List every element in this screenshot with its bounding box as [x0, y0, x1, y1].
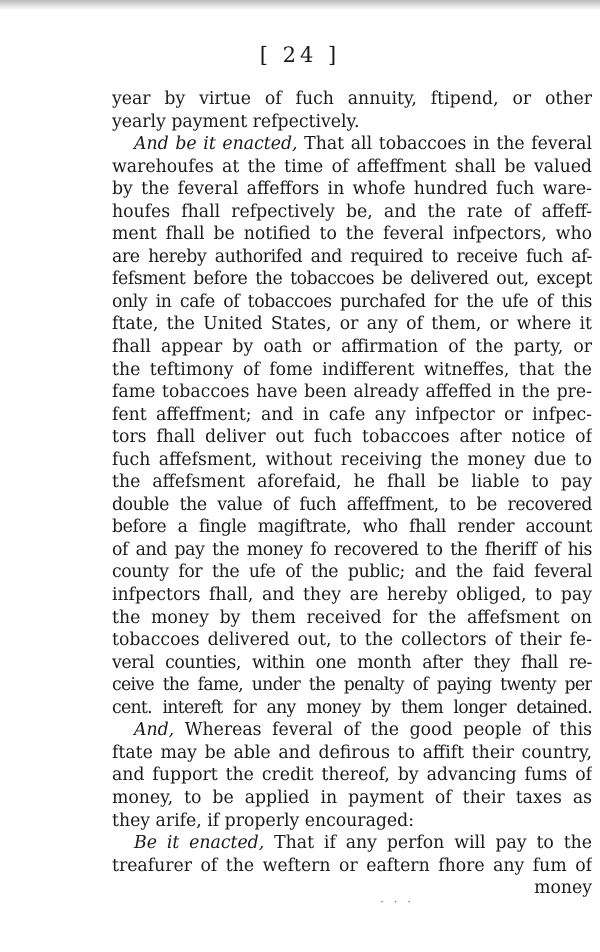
text-line: And, Whereas feveral of the good people of this	[134, 720, 592, 741]
text-line: year by virtue of fuch annuity, ftipend, or other	[112, 89, 592, 109]
text-line: veral counties, within one month after they fhall re-	[112, 652, 592, 673]
text-line: And be it enacted, That all tobaccoes in the feveral	[134, 134, 592, 155]
text-line: ftate may be able and defirous to affift their country,	[112, 742, 592, 763]
text-line: the affefsment aforefaid, he fhall be liable to pay	[112, 472, 592, 493]
text-line: tors fhall deliver out fuch tobaccoes after notice of	[112, 427, 592, 448]
text-line: fame tobaccoes have been already affeffed in the pre-	[112, 382, 592, 403]
page-number: [ 24 ]	[259, 43, 341, 67]
text-line: county for the ufe of the public; and the faid feveral	[112, 562, 592, 583]
text-line: and fupport the credit thereof, by advancing fums of	[112, 765, 592, 786]
text-line: before a fingle magiftrate, who fhall render account	[112, 517, 592, 538]
text-line: houfes fhall refpectively be, and the rate of affeff-	[112, 201, 592, 222]
text-line: Be it enacted, That if any perfon will pay to the	[134, 833, 592, 854]
text-line: are hereby authorifed and required to receive fuch af-	[112, 246, 592, 267]
text-line: the teftimony of fome indifferent witneffes, that the	[112, 359, 592, 380]
text-line: of and pay the money fo recovered to the fheriff of his	[112, 539, 592, 560]
text-line: fuch affefsment, without receiving the money due to	[112, 449, 592, 470]
text-line: by the feveral affeffors in whofe hundred fuch ware-	[112, 179, 592, 200]
scan-specks: · · ·	[380, 895, 415, 909]
italic-opener: Be it enacted,	[134, 833, 265, 854]
text-line: yearly payment refpectively.	[112, 111, 360, 132]
text-line: they arife, if properly encouraged:	[112, 810, 415, 831]
text-line: fefsment before the tobaccoes be delivered out, except	[112, 269, 592, 290]
text-line: double the value of fuch affeffment, to be recovered	[112, 494, 592, 515]
text-line: only in cafe of tobaccoes purchafed for the ufe of this	[112, 291, 592, 312]
text-line: warehoufes at the time of affeffment shall be valued	[112, 156, 592, 177]
text-line: ment fhall be notified to the feveral infpectors, who	[112, 224, 592, 245]
text-line: infpectors fhall, and they are hereby obliged, to pay	[112, 585, 592, 606]
text-line: fent affeffment; and in cafe any infpector or infpec-	[112, 404, 592, 425]
text-line: cent. intereft for any money by them longer detained.	[112, 697, 592, 718]
italic-opener: And be it enacted,	[134, 134, 298, 155]
text-line: treafurer of the weftern or eaftern fhore any fum of	[112, 855, 592, 876]
body-text	[112, 88, 592, 900]
text-line: money, to be applied in payment of their taxes as	[112, 787, 592, 808]
text-line: money	[534, 878, 592, 899]
text-line: ceive the fame, under the penalty of paying twenty per	[112, 675, 592, 696]
text-line: tobaccoes delivered out, to the collectors of their fe-	[112, 630, 592, 651]
scan-edge-shadow	[0, 0, 600, 10]
text-line: fhall appear by oath or affirmation of the party, or	[112, 337, 592, 358]
italic-opener: And,	[134, 720, 175, 741]
text-line: ftate, the United States, or any of them, or where it	[112, 314, 592, 335]
text-line: the money by them received for the affefsment on	[112, 607, 592, 628]
